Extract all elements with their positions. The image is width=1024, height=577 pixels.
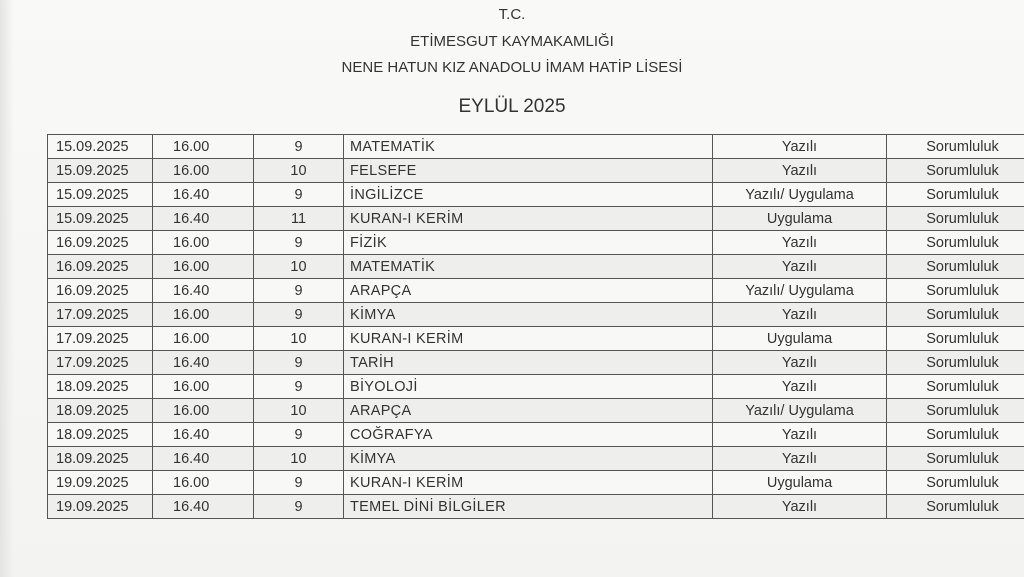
exam-type-cell: Yazılı/ Uygulama <box>713 279 887 303</box>
exam-date-cell: 15.09.2025 <box>48 183 153 207</box>
exam-type-cell: Yazılı <box>713 375 887 399</box>
exam-category-cell: Sorumluluk <box>887 471 1024 495</box>
table-row <box>48 159 1024 183</box>
header-school-name: NENE HATUN KIZ ANADOLU İMAM HATİP LİSESİ <box>341 59 683 76</box>
exam-date-cell: 16.09.2025 <box>48 255 153 279</box>
grade-level-cell: 10 <box>254 255 344 279</box>
exam-time-cell: 16.00 <box>153 303 254 327</box>
header-governorship: ETİMESGUT KAYMAKAMLIĞI <box>410 33 614 50</box>
subject-cell: ARAPÇA <box>344 279 713 303</box>
exam-type-cell: Yazılı <box>713 255 887 279</box>
subject-cell: BİYOLOJİ <box>344 375 713 399</box>
exam-type-cell: Yazılı <box>713 423 887 447</box>
page-edge-shadow <box>0 0 14 577</box>
exam-time-cell: 16.40 <box>153 351 254 375</box>
subject-cell: İNGİLİZCE <box>344 183 713 207</box>
grade-level-cell: 9 <box>254 183 344 207</box>
table-row <box>48 471 1024 495</box>
table-row <box>48 135 1024 159</box>
subject-cell: TEMEL DİNİ BİLGİLER <box>344 495 713 519</box>
exam-time-cell: 16.00 <box>153 375 254 399</box>
exam-date-cell: 16.09.2025 <box>48 279 153 303</box>
exam-category-cell: Sorumluluk <box>887 159 1024 183</box>
exam-date-cell: 16.09.2025 <box>48 231 153 255</box>
subject-cell: COĞRAFYA <box>344 423 713 447</box>
grade-level-cell: 9 <box>254 279 344 303</box>
table-row <box>48 447 1024 471</box>
exam-category-cell: Sorumluluk <box>887 207 1024 231</box>
table-row <box>48 303 1024 327</box>
grade-level-cell: 10 <box>254 447 344 471</box>
exam-category-cell: Sorumluluk <box>887 495 1024 519</box>
exam-type-cell: Yazılı <box>713 135 887 159</box>
grade-level-cell: 10 <box>254 399 344 423</box>
grade-level-cell: 9 <box>254 231 344 255</box>
exam-category-cell: Sorumluluk <box>887 279 1024 303</box>
subject-cell: KURAN-I KERİM <box>344 327 713 351</box>
table-row <box>48 279 1024 303</box>
exam-category-cell: Sorumluluk <box>887 399 1024 423</box>
exam-type-cell: Yazılı/ Uygulama <box>713 399 887 423</box>
grade-level-cell: 11 <box>254 207 344 231</box>
exam-date-cell: 18.09.2025 <box>48 375 153 399</box>
exam-category-cell: Sorumluluk <box>887 423 1024 447</box>
subject-cell: TARİH <box>344 351 713 375</box>
exam-schedule-body <box>48 135 1024 519</box>
subject-cell: KİMYA <box>344 303 713 327</box>
exam-time-cell: 16.00 <box>153 471 254 495</box>
subject-cell: KURAN-I KERİM <box>344 471 713 495</box>
table-row <box>48 351 1024 375</box>
table-row <box>48 423 1024 447</box>
exam-type-cell: Yazılı/ Uygulama <box>713 183 887 207</box>
grade-level-cell: 10 <box>254 327 344 351</box>
table-row <box>48 207 1024 231</box>
subject-cell: MATEMATİK <box>344 255 713 279</box>
subject-cell: KURAN-I KERİM <box>344 207 713 231</box>
exam-category-cell: Sorumluluk <box>887 183 1024 207</box>
exam-type-cell: Uygulama <box>713 327 887 351</box>
exam-time-cell: 16.00 <box>153 159 254 183</box>
grade-level-cell: 9 <box>254 423 344 447</box>
grade-level-cell: 9 <box>254 495 344 519</box>
exam-date-cell: 18.09.2025 <box>48 399 153 423</box>
exam-category-cell: Sorumluluk <box>887 231 1024 255</box>
exam-date-cell: 18.09.2025 <box>48 423 153 447</box>
exam-category-cell: Sorumluluk <box>887 255 1024 279</box>
exam-time-cell: 16.00 <box>153 255 254 279</box>
exam-date-cell: 18.09.2025 <box>48 447 153 471</box>
table-row <box>48 375 1024 399</box>
exam-date-cell: 17.09.2025 <box>48 327 153 351</box>
exam-time-cell: 16.40 <box>153 495 254 519</box>
exam-time-cell: 16.40 <box>153 207 254 231</box>
exam-type-cell: Yazılı <box>713 303 887 327</box>
exam-time-cell: 16.00 <box>153 135 254 159</box>
exam-type-cell: Yazılı <box>713 351 887 375</box>
exam-type-cell: Uygulama <box>713 207 887 231</box>
exam-category-cell: Sorumluluk <box>887 447 1024 471</box>
exam-type-cell: Yazılı <box>713 231 887 255</box>
exam-date-cell: 15.09.2025 <box>48 159 153 183</box>
exam-date-cell: 19.09.2025 <box>48 471 153 495</box>
exam-type-cell: Yazılı <box>713 159 887 183</box>
exam-date-cell: 15.09.2025 <box>48 207 153 231</box>
table-row <box>48 399 1024 423</box>
exam-type-cell: Uygulama <box>713 471 887 495</box>
exam-category-cell: Sorumluluk <box>887 351 1024 375</box>
subject-cell: FELSEFE <box>344 159 713 183</box>
header-month: EYLÜL 2025 <box>458 96 566 117</box>
table-row <box>48 327 1024 351</box>
table-row <box>48 495 1024 519</box>
grade-level-cell: 10 <box>254 159 344 183</box>
grade-level-cell: 9 <box>254 471 344 495</box>
exam-schedule-table <box>47 134 1024 519</box>
header-state: T.C. <box>498 6 526 23</box>
exam-category-cell: Sorumluluk <box>887 327 1024 351</box>
exam-time-cell: 16.40 <box>153 279 254 303</box>
table-row <box>48 231 1024 255</box>
grade-level-cell: 9 <box>254 375 344 399</box>
grade-level-cell: 9 <box>254 303 344 327</box>
exam-time-cell: 16.40 <box>153 447 254 471</box>
subject-cell: FİZİK <box>344 231 713 255</box>
exam-time-cell: 16.00 <box>153 327 254 351</box>
table-row <box>48 183 1024 207</box>
exam-time-cell: 16.40 <box>153 423 254 447</box>
subject-cell: ARAPÇA <box>344 399 713 423</box>
exam-date-cell: 15.09.2025 <box>48 135 153 159</box>
exam-type-cell: Yazılı <box>713 495 887 519</box>
exam-date-cell: 19.09.2025 <box>48 495 153 519</box>
exam-date-cell: 17.09.2025 <box>48 351 153 375</box>
grade-level-cell: 9 <box>254 351 344 375</box>
table-row <box>48 255 1024 279</box>
exam-time-cell: 16.40 <box>153 183 254 207</box>
subject-cell: MATEMATİK <box>344 135 713 159</box>
exam-category-cell: Sorumluluk <box>887 375 1024 399</box>
subject-cell: KİMYA <box>344 447 713 471</box>
grade-level-cell: 9 <box>254 135 344 159</box>
exam-type-cell: Yazılı <box>713 447 887 471</box>
exam-time-cell: 16.00 <box>153 399 254 423</box>
exam-category-cell: Sorumluluk <box>887 303 1024 327</box>
exam-category-cell: Sorumluluk <box>887 135 1024 159</box>
exam-date-cell: 17.09.2025 <box>48 303 153 327</box>
exam-time-cell: 16.00 <box>153 231 254 255</box>
